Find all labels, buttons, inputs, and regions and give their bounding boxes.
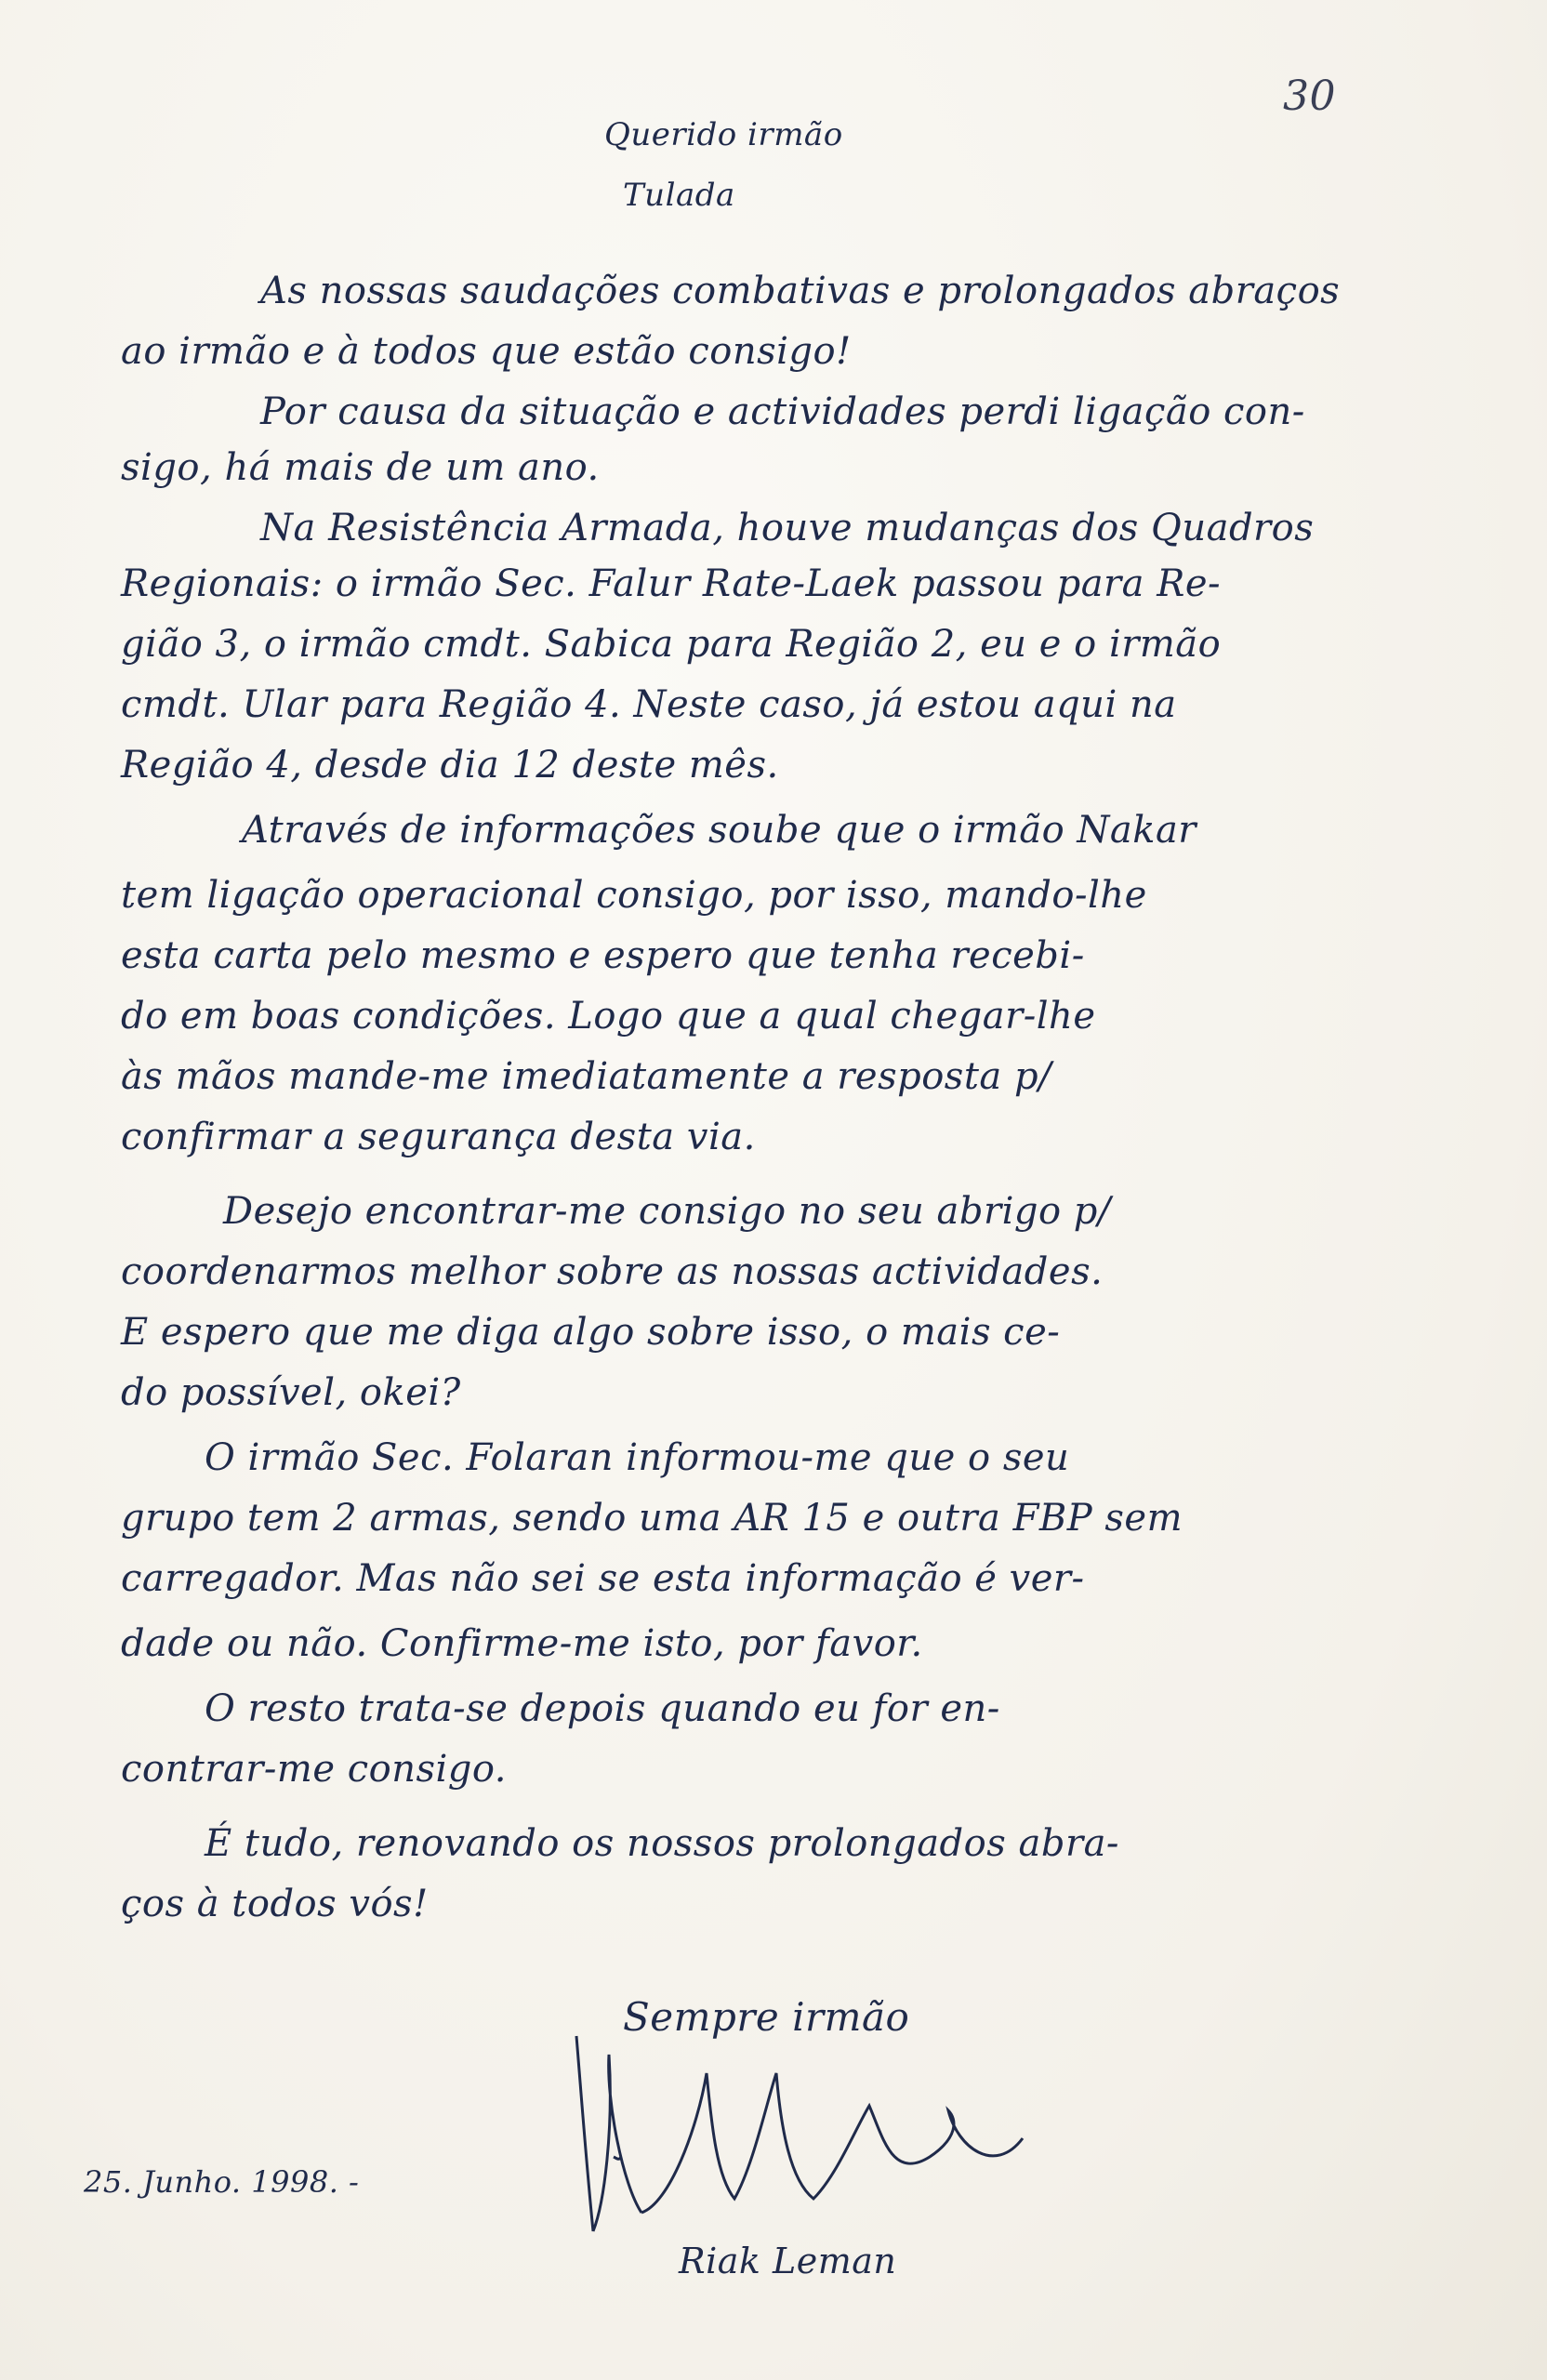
salutation-line-2: Tulada [623, 177, 735, 214]
body-line: ao irmão e à todos que estão consigo! [121, 330, 852, 373]
body-line: Desejo encontrar-me consigo no seu abrigo p/ [223, 1190, 1111, 1233]
body-line: às mãos mande-me imediatamente a resposta p/ [121, 1055, 1052, 1098]
body-line: dade ou não. Confirme-me isto, por favor. [121, 1622, 923, 1665]
body-line: O resto trata-se depois quando eu for en- [205, 1687, 1000, 1730]
body-line: O irmão Sec. Folaran informou-me que o seu [205, 1436, 1070, 1479]
body-line: grupo tem 2 armas, sendo uma AR 15 e outra FBP sem [121, 1497, 1183, 1540]
body-line: As nossas saudações combativas e prolongados abraços [260, 270, 1341, 312]
body-line: Por causa da situação e actividades perdi ligação con- [260, 390, 1305, 433]
body-line: gião 3, o irmão cmdt. Sabica para Região 2, eu e o irmão [121, 623, 1222, 666]
body-line: carregador. Mas não sei se esta informação é ver- [121, 1557, 1085, 1600]
body-line: Regionais: o irmão Sec. Falur Rate-Laek passou para Re- [121, 562, 1222, 605]
body-line: esta carta pelo mesmo e espero que tenha recebi- [121, 934, 1085, 977]
body-line: ços à todos vós! [121, 1883, 429, 1925]
body-line: E espero que me diga algo sobre isso, o mais ce- [121, 1311, 1061, 1354]
date: 25. Junho. 1998. - [84, 2164, 360, 2200]
body-line: sigo, há mais de um ano. [121, 446, 600, 489]
body-line: Região 4, desde dia 12 deste mês. [121, 744, 779, 787]
body-line: Na Resistência Armada, houve mudanças dos Quadros [260, 507, 1315, 549]
body-line: tem ligação operacional consigo, por isso, mando-lhe [121, 874, 1147, 917]
body-line: coordenarmos melhor sobre as nossas actividades. [121, 1250, 1104, 1293]
body-line: É tudo, renovando os nossos prolongados abra- [205, 1822, 1119, 1865]
body-line: cmdt. Ular para Região 4. Neste caso, já estou aqui na [121, 683, 1177, 726]
body-line: confirmar a segurança desta via. [121, 1116, 756, 1158]
closing: Sempre irmão [623, 1994, 910, 2040]
signature-mark [558, 2017, 1041, 2250]
page-number: 30 [1283, 73, 1336, 120]
body-line: do em boas condições. Logo que a qual chegar-lhe [121, 995, 1096, 1038]
signature-name: Riak Leman [679, 2241, 897, 2281]
body-line: Através de informações soube que o irmão Nakar [242, 809, 1197, 852]
body-line: do possível, okei? [121, 1371, 461, 1414]
body-line: contrar-me consigo. [121, 1748, 508, 1791]
salutation-line-1: Querido irmão [604, 116, 843, 153]
